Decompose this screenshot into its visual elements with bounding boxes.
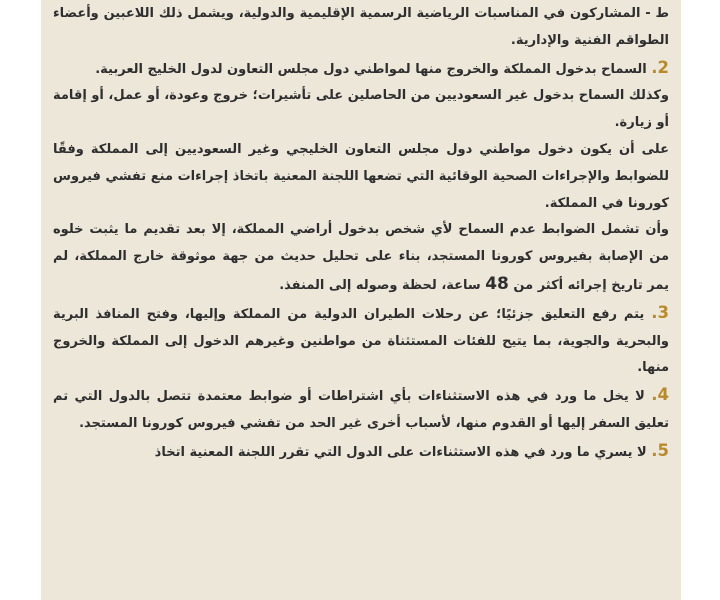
paragraph-covid-test-before: وأن تشمل الضوابط عدم السماح لأي شخص بدخول أراضي المملكة، إلا بعد تقديم ما يثبت خلوه من الإصابة بفيروس كورونا المستجد، بناء على تحليل حديث من جهة موثوقة خارج المملكة، لم يمر تاريخ إجرائه أكثر من	[53, 222, 669, 293]
paragraph-4-number: 4.	[651, 385, 669, 405]
paragraph-visas	[53, 83, 669, 137]
paragraph-3-number: 3.	[651, 302, 669, 322]
paragraph-3-text: يتم رفع التعليق جزئيًا؛ عن رحلات الطيران الدولية من المملكة وإليها، وفتح المنافذ البرية والبحرية والجوية، بما يتيح للفئات المستثناة من مواطنين وغيرهم الدخول إلى المملكة والخروج منها.	[53, 306, 669, 376]
paragraph-4-text: لا يخل ما ورد في هذه الاستثناءات بأي اشتراطات أو ضوابط معتمدة تتصل بالدول التي تم تعليق السفر إليها أو القدوم منها، لأسباب أخرى غير الحد من تفشي فيروس كورونا المستجد.	[53, 389, 669, 431]
paragraph-visas-text: وكذلك السماح بدخول غير السعوديين من الحاصلين على تأشيرات؛ خروج وعودة، أو عمل، أو إقامة أو زيارة.	[53, 88, 669, 131]
document-panel	[41, 0, 681, 600]
paragraph-3	[53, 300, 669, 382]
paragraph-2	[53, 55, 669, 84]
paragraph-item-t	[53, 1, 669, 55]
paragraph-covid-test-after: ساعة، لحظة وصوله إلى المنفذ.	[279, 277, 486, 293]
paragraph-5	[53, 438, 669, 467]
paragraph-5-text: لا يسري ما ورد في هذه الاستثناءات على الدول التي تقرر اللجنة المعنية اتخاذ	[154, 444, 652, 460]
paragraph-5-number: 5.	[651, 440, 669, 460]
paragraph-item-t-text: ط - المشاركون في المناسبات الرياضية الرسمية الإقليمية والدولية، ويشمل ذلك اللاعبين وأعضاء الطواقم الفنية والإدارية.	[53, 6, 669, 48]
paragraph-covid-test	[53, 217, 669, 299]
paragraph-entry-conditions	[53, 137, 669, 217]
paragraph-2-number: 2.	[651, 57, 669, 77]
paragraph-2-text: السماح بدخول المملكة والخروج منها لمواطني دول مجلس التعاون لدول الخليج العربية.	[95, 61, 652, 77]
paragraph-entry-conditions-text: على أن يكون دخول مواطني دول مجلس التعاون الخليجي وغير السعوديين إلى المملكة وفقًا للضوابط والإجراءات الصحية الوقائية التي تضعها اللجنة المعنية باتخاذ إجراءات منع تفشي فيروس كورونا في المملكة.	[53, 141, 669, 211]
hours-number: 48	[485, 273, 509, 294]
paragraph-4	[53, 382, 669, 438]
